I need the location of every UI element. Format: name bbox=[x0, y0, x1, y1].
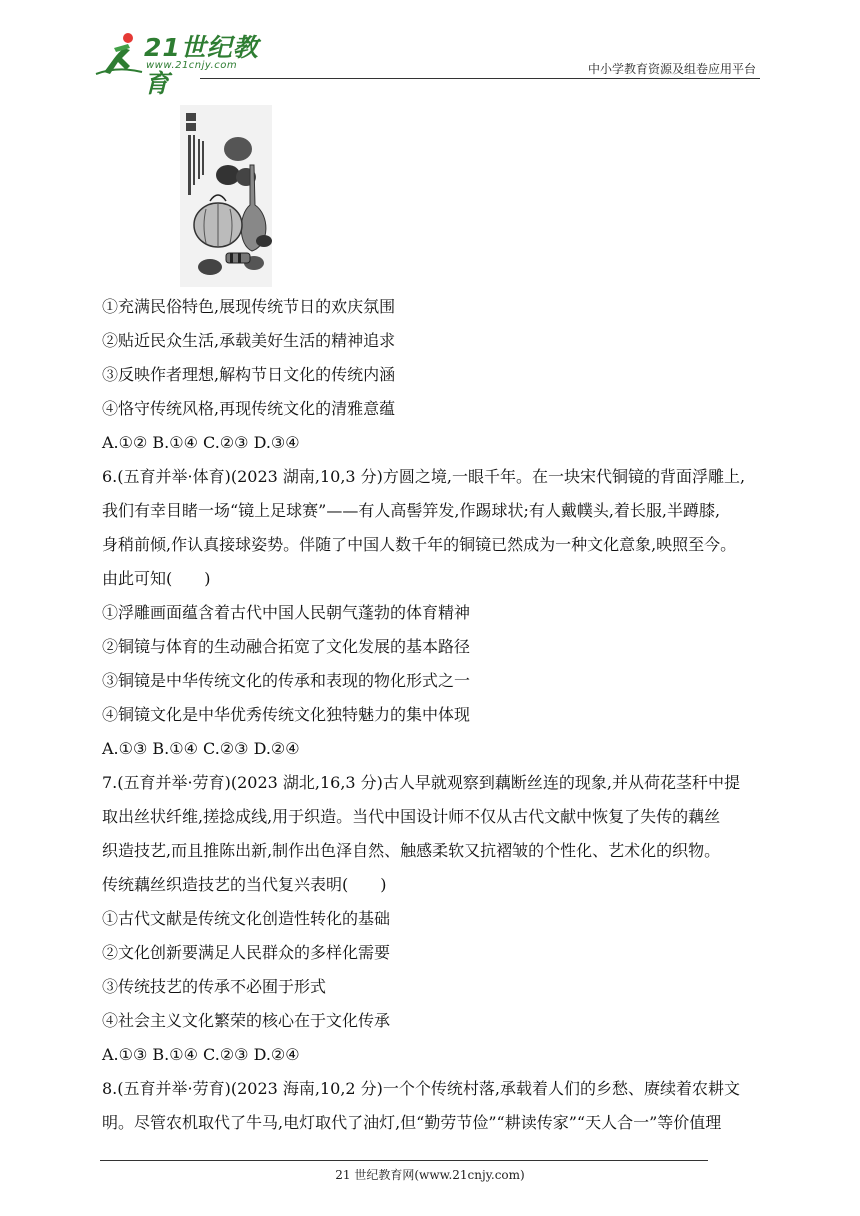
runner-logo-icon bbox=[94, 32, 144, 76]
question-6-line: 6.(五育并举·体育)(2023 湖南,10,3 分)方圆之境,一眼千年。在一块宋代铜镜的背面浮雕上, bbox=[102, 467, 746, 486]
option-line: ①古代文献是传统文化创造性转化的基础 bbox=[102, 909, 391, 928]
logo-text: 21世纪教育 bbox=[144, 33, 259, 98]
answer-choices: A.①② B.①④ C.②③ D.③④ bbox=[102, 433, 300, 452]
option-line: ③反映作者理想,解构节日文化的传统内涵 bbox=[102, 365, 396, 384]
question-7-line: 织造技艺,而且推陈出新,制作出色泽自然、触感柔软又抗褶皱的个性化、艺术化的织物。 bbox=[102, 841, 721, 860]
question-7-line: 取出丝状纤维,搓捻成线,用于织造。当代中国设计师不仅从古代文献中恢复了失传的藕丝 bbox=[102, 807, 721, 826]
option-line: ②铜镜与体育的生动融合拓宽了文化发展的基本路径 bbox=[102, 637, 471, 656]
page-header bbox=[0, 0, 860, 98]
option-line: ①浮雕画面蕴含着古代中国人民朝气蓬勃的体育精神 bbox=[102, 603, 471, 622]
question-8-line: 8.(五育并举·劳育)(2023 海南,10,2 分)一个个传统村落,承载着人们的乡愁、赓续着农耕文 bbox=[102, 1079, 741, 1098]
page-footer[interactable]: 21 世纪教育网(www.21cnjy.com) bbox=[335, 1168, 525, 1182]
question-6-line: 我们有幸目睹一场“镜上足球赛”——有人高髻笄发,作踢球状;有人戴幞头,着长服,半蹲膝, bbox=[102, 501, 721, 520]
footer-divider bbox=[100, 1160, 708, 1161]
option-line: ③铜镜是中华传统文化的传承和表现的物化形式之一 bbox=[102, 671, 471, 690]
answer-choices: A.①③ B.①④ C.②③ D.②④ bbox=[102, 739, 300, 758]
option-line: ④铜镜文化是中华优秀传统文化独特魅力的集中体现 bbox=[102, 705, 471, 724]
logo-url: www.21cnjy.com bbox=[146, 60, 238, 71]
question-text bbox=[102, 290, 762, 1140]
header-divider bbox=[200, 78, 760, 79]
question-6-line: 由此可知( ) bbox=[102, 569, 211, 588]
option-line: ①充满民俗特色,展现传统节日的欢庆氛围 bbox=[102, 297, 396, 316]
question-7-line: 7.(五育并举·劳育)(2023 湖北,16,3 分)古人早就观察到藕断丝连的现象,并从荷花茎秆中提 bbox=[102, 773, 741, 792]
option-line: ④社会主义文化繁荣的核心在于文化传承 bbox=[102, 1011, 391, 1030]
option-line: ②贴近民众生活,承载美好生活的精神追求 bbox=[102, 331, 396, 350]
option-line: ③传统技艺的传承不必囿于形式 bbox=[102, 977, 327, 996]
still-life-painting-image bbox=[180, 105, 272, 287]
question-6-line: 身稍前倾,作认真接球姿势。伴随了中国人数千年的铜镜已然成为一种文化意象,映照至今。 bbox=[102, 535, 737, 554]
question-8-line: 明。尽管农机取代了牛马,电灯取代了油灯,但“勤劳节俭”“耕读传家”“天人合一”等价值理 bbox=[102, 1113, 722, 1132]
site-logo[interactable] bbox=[92, 28, 262, 98]
platform-tagline: 中小学教育资源及组卷应用平台 bbox=[587, 62, 756, 76]
question-7-line: 传统藕丝织造技艺的当代复兴表明( ) bbox=[102, 875, 387, 894]
option-line: ②文化创新要满足人民群众的多样化需要 bbox=[102, 943, 391, 962]
answer-choices: A.①③ B.①④ C.②③ D.②④ bbox=[102, 1045, 300, 1064]
option-line: ④恪守传统风格,再现传统文化的清雅意蕴 bbox=[102, 399, 396, 418]
